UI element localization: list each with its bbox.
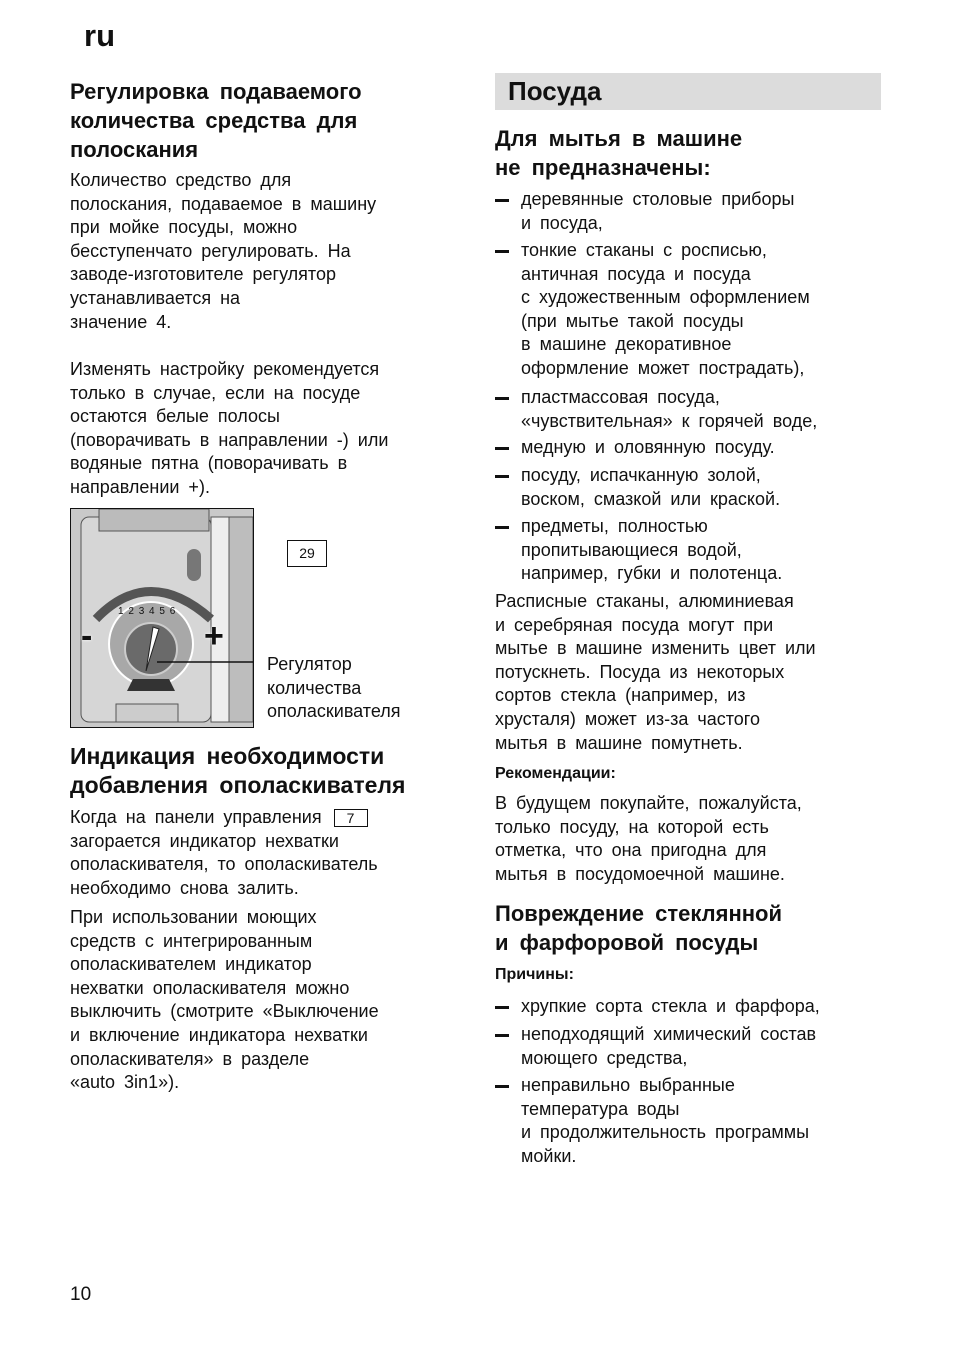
text-line: неправильно выбранные [521,1075,735,1095]
recommendations-label: Рекомендации: [495,765,616,782]
text-line: деревянные столовые приборы [521,189,795,209]
text-line: полоскания [70,137,199,162]
text-line: направлении +). [70,476,210,497]
section-heading-rinse-aid-adjust [70,77,362,164]
text-line: Количество средство для [70,170,292,190]
list-item-text [521,188,794,235]
control-panel-reference-box: 7 [334,809,368,827]
language-code: ru [84,18,115,53]
text-line: и включение индикатора нехватки [70,1024,368,1045]
text-line: античная посуда и посуда [521,263,751,284]
text-line: например, губки и полотенца. [521,563,783,584]
minus-symbol: - [81,617,93,655]
text-line: ополаскивателя» в разделе [70,1048,310,1069]
text-line: Расписные стаканы, алюминиевая [495,591,794,611]
section-heading-rinse-aid-indicator [70,742,405,800]
text-line: и серебряная посуда могут при [495,614,774,635]
text-line: количества средства для [70,108,358,133]
text-line: температура воды [521,1098,680,1119]
text-line: в машине декоративное [521,334,732,355]
text-line: средств с интегрированным [70,930,313,951]
text-line: и фарфоровой посуды [495,930,759,955]
text-line: «auto 3in1»). [70,1072,180,1093]
text-line: предметы, полностью [521,516,708,536]
text-line: Изменять настройку рекомендуется [70,359,380,379]
rinse-aid-dial-illustration [70,508,254,728]
figure-caption [267,653,401,724]
section-title-band [495,73,881,110]
text-line: Для мытья в машине [495,126,743,151]
text-line: Повреждение стеклянной [495,901,782,926]
text-line: ополаскивателем индикатор [70,954,312,975]
text-line: Регулятор [267,654,352,674]
text-line: пропитывающиеся водой, [521,539,742,560]
list-item-text [521,436,775,460]
text-line: и посуда, [521,212,603,233]
paragraph-rinse-aid-amount [70,169,376,334]
text-line: хрупкие сорта стекла и фарфора, [521,996,820,1016]
plus-symbol: + [204,617,224,655]
dash-bullet-icon [495,250,509,253]
list-item-text [521,515,782,586]
paragraph-integrated-detergent [70,906,379,1095]
text-line: бесступенчато регулировать. На [70,240,351,261]
dash-bullet-icon [495,1085,509,1088]
dash-bullet-icon [495,475,509,478]
text-line: мытья в машине помутнеть. [495,732,743,753]
paragraph-indicator-first-line [70,806,368,830]
text-line: воском, смазкой или краской. [521,488,781,509]
text-line: (при мытье такой посуды [521,310,744,331]
text-line: «чувствительная» к горячей воде, [521,410,818,431]
text-line: количества [267,677,362,698]
text-line: полоскания, подаваемое в машину [70,193,377,214]
dash-bullet-icon [495,1006,509,1009]
section-title: Посуда [508,76,602,106]
dash-bullet-icon [495,526,509,529]
text-line: хрусталя) может из-за частого [495,708,760,729]
text-line: только посуду, на которой есть [495,816,769,837]
list-item-text [521,239,810,381]
text-line: не предназначены: [495,155,711,180]
list-item-text [521,386,817,433]
list-item-text [521,1074,809,1168]
text-line: оформление может пострадать), [521,357,805,378]
text-line: необходимо снова залить. [70,877,299,898]
paragraph-recommendations [495,792,802,886]
list-item-text [521,1023,816,1070]
text-line: При использовании моющих [70,907,317,927]
text-line: медную и оловянную посуду. [521,437,775,457]
dial-illustration-svg [71,509,253,727]
dash-bullet-icon [495,1034,509,1037]
text-line: добавления ополаскивателя [70,772,406,798]
text-line: заводе-изготовителе регулятор [70,264,336,285]
text-line: моющего средства, [521,1047,688,1068]
text-line: тонкие стаканы с росписью, [521,240,767,260]
text-line: загорается индикатор нехватки [70,830,339,851]
text-line: устанавливается на [70,287,241,308]
paragraph-glass-damage [495,590,816,755]
text-line: и продолжительность программы [521,1122,810,1143]
dial-number: 4 [149,606,156,617]
text-line: остаются белые полосы [70,406,280,427]
dial-number: 2 [128,606,135,617]
dial-number: 6 [169,606,177,617]
text-line: выключить (смотрите «Выключение [70,1001,379,1022]
text-line: Когда на панели управления [70,807,322,827]
text-line: значение 4. [70,311,172,332]
section-heading-not-suitable [495,124,742,182]
figure-reference-box: 29 [287,540,327,567]
text-line: нехватки ополаскивателя можно [70,977,350,998]
text-line: с художественным оформлением [521,287,810,308]
text-line: (поворачивать в направлении -) или [70,429,389,450]
text-line: посуду, испачканную золой, [521,465,761,485]
text-line: мытье в машине изменить цвет или [495,638,816,659]
paragraph-indicator [70,830,378,901]
list-item-text [521,995,820,1019]
text-line: мытья в посудомоечной машине. [495,863,785,884]
text-line: В будущем покупайте, пожалуйста, [495,793,802,813]
dash-bullet-icon [495,199,509,202]
text-line: неподходящий химический состав [521,1024,817,1044]
text-line: ополаскивателя, то ополаскиватель [70,854,378,875]
dial-number: 5 [159,606,166,617]
text-line: ополаскивателя [267,701,401,722]
page-number: 10 [70,1284,92,1305]
causes-label: Причины: [495,966,574,983]
text-line: пластмассовая посуда, [521,387,720,407]
text-line: отметка, что она пригодна для [495,840,767,861]
text-line: сортов стекла (например, из [495,685,746,706]
text-line: при мойке посуды, можно [70,217,298,238]
list-item-text [521,464,780,511]
text-line: Индикация необходимости [70,743,385,769]
section-heading-glass-porcelain-damage [495,899,782,957]
text-line: мойки. [521,1145,577,1166]
text-line: потускнеть. Посуда из некоторых [495,661,785,682]
paragraph-adjust-advice [70,358,388,500]
text-line: Регулировка подаваемого [70,79,362,104]
dial-scale [118,606,176,617]
dial-number: 3 [138,606,146,617]
text-line: только в случае, если на посуде [70,382,361,403]
dash-bullet-icon [495,447,509,450]
dial-number: 1 [118,606,125,617]
text-line: водяные пятна (поворачивать в [70,453,348,474]
dash-bullet-icon [495,397,509,400]
